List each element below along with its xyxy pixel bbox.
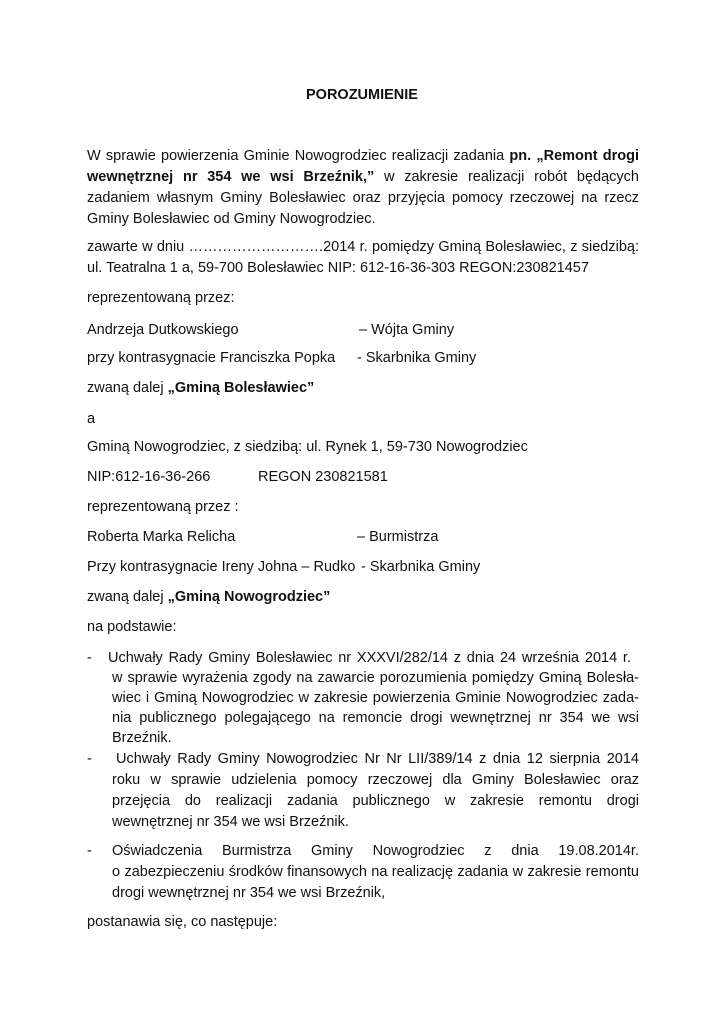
party2-role2: - Skarbnika Gminy	[361, 559, 481, 575]
party1-role2: - Skarbnika Gminy	[357, 350, 477, 366]
intro-line-1: W sprawie powierzenia Gminie Nowogrodziec realizacji zadania pn. „Remont drogi	[87, 148, 640, 164]
party1-person2: przy kontrasygnacie Franciszka Popka	[87, 350, 336, 366]
basis-2-line: Uchwały Rady Gminy Nowogrodziec Nr Nr LII/389/14 z dnia 12 sierpnia 2014	[116, 751, 639, 767]
intro-line-3: zadaniem własnym Gminy Bolesławiec oraz przyjęcia pomocy rzeczowej na rzecz	[87, 190, 639, 206]
party2-represented: reprezentowaną przez :	[87, 499, 239, 515]
basis-1-line: wiec i Gminą Nowogrodziec w zakresie powierzenia Gminie Nowogrodziec zada-	[112, 690, 639, 706]
basis-2-line: przejęcia do realizacji zadania publicznego w zakresie remontu drogi	[112, 793, 639, 809]
basis-3-line: o zabezpieczeniu środków finansowych na realizację zadania w zakresie remontu	[112, 864, 639, 880]
party1-called: zwaną dalej „Gminą Bolesławiec”	[87, 380, 315, 396]
party2-called: zwaną dalej „Gminą Nowogrodziec”	[87, 589, 331, 605]
task-name-bold-cont: wewnętrznej nr 354 we wsi Brzeźnik,”	[87, 169, 375, 185]
basis-label: na podstawie:	[87, 619, 177, 635]
intro-line-2: wewnętrznej nr 354 we wsi Brzeźnik,” w zakresie realizacji robót będących	[87, 169, 639, 185]
closing-line: postanawia się, co następuje:	[87, 914, 278, 930]
basis-3-dash: -	[87, 843, 92, 859]
party1-role1: – Wójta Gminy	[359, 322, 455, 338]
party2-regon: REGON 230821581	[258, 469, 388, 485]
party2-role1: – Burmistrza	[357, 529, 439, 545]
basis-3-line: drogi wewnętrznej nr 354 we wsi Brzeźnik,	[112, 885, 386, 901]
party2-person1: Roberta Marka Relicha	[87, 529, 236, 545]
party2-alias: „Gminą Nowogrodziec”	[167, 589, 331, 605]
party2-address: Gminą Nowogrodziec, z siedzibą: ul. Rynek 1, 59-730 Nowogrodziec	[87, 439, 528, 455]
task-name-bold: pn. „Remont drogi	[509, 148, 640, 164]
conjunction-a: a	[87, 411, 96, 427]
concluded-line-1: zawarte w dniu ……………………….2014 r. pomiędzy Gminą Bolesławiec, z siedzibą:	[87, 239, 639, 255]
basis-2-line: roku w sprawie udzielenia pomocy rzeczowej dla Gminy Bolesławiec oraz	[112, 772, 639, 788]
basis-1-line: Brzeźnik.	[112, 730, 172, 746]
basis-1-line: w sprawie wyrażenia zgody na zawarcie porozumienia pomiędzy Gminą Bolesła-	[112, 670, 639, 686]
party1-alias: „Gminą Bolesławiec”	[167, 380, 315, 396]
basis-2-line: wewnętrznej nr 354 we wsi Brzeźnik.	[112, 814, 349, 830]
basis-1-line: Uchwały Rady Gminy Bolesławiec nr XXXVI/282/14 z dnia 24 września 2014 r.	[108, 650, 631, 666]
party2-nip: NIP:612-16-36-266	[87, 469, 211, 485]
document-title: POROZUMIENIE	[306, 87, 418, 103]
party1-represented: reprezentowaną przez:	[87, 290, 235, 306]
party1-person1: Andrzeja Dutkowskiego	[87, 322, 239, 338]
basis-1-line: nia publicznego polegającego na remoncie drogi wewnętrznej nr 354 we wsi	[112, 710, 639, 726]
intro-line-4: Gminy Bolesławiec od Gminy Nowogrodziec.	[87, 211, 376, 227]
basis-3-line: Oświadczenia Burmistrza Gminy Nowogrodziec z dnia 19.08.2014r.	[112, 843, 639, 859]
concluded-line-2: ul. Teatralna 1 a, 59-700 Bolesławiec NIP: 612-16-36-303 REGON:230821457	[87, 260, 589, 276]
basis-2-dash: -	[87, 751, 92, 767]
party2-person2: Przy kontrasygnacie Ireny Johna – Rudko	[87, 559, 356, 575]
basis-1-dash: -	[87, 650, 92, 666]
